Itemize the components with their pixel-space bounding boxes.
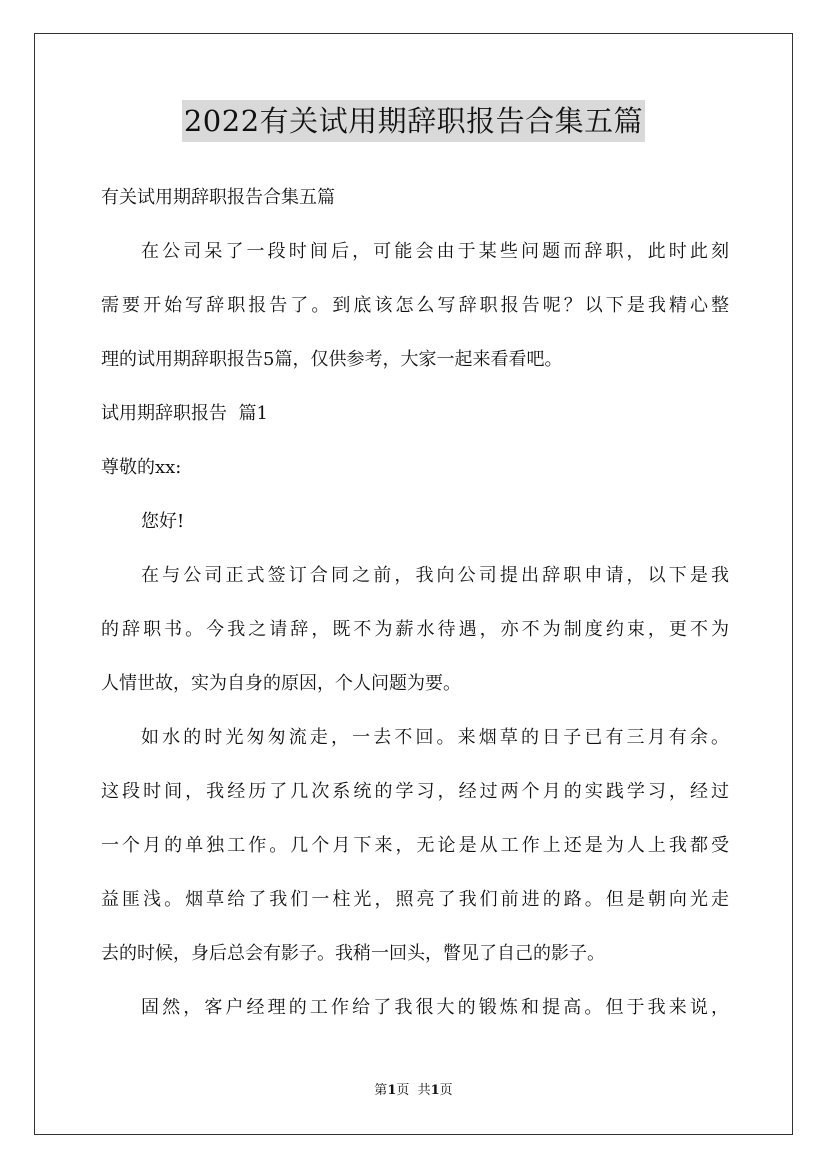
paragraph-line: 如水的时光匆匆流走，一去不回。来烟草的日子已有三月有余。: [141, 727, 729, 748]
paragraph-line: 需要开始写辞职报告了。到底该怎么写辞职报告呢？以下是我精心整: [101, 295, 729, 316]
page-footer: [0, 1081, 827, 1101]
paragraph-line: 理的试用期辞职报告5篇，仅供参考，大家一起来看看吧。: [101, 349, 563, 370]
subtitle-line: 有关试用期辞职报告合集五篇: [101, 187, 335, 208]
salutation-line: 尊敬的xx:: [101, 457, 182, 478]
document-body: [101, 171, 729, 1035]
paragraph-line: 的辞职书。今我之请辞，既不为薪水待遇，亦不为制度约束，更不为: [101, 619, 729, 640]
footer-mid: 页 共: [396, 1083, 431, 1098]
paragraph-line: 一个月的单独工作。几个月下来，无论是从工作上还是为人上我都受: [101, 835, 729, 856]
paragraph-line: 在与公司正式签订合同之前，我向公司提出辞职申请，以下是我: [141, 565, 729, 586]
paragraph-line: 去的时候，身后总会有影子。我稍一回头，瞥见了自己的影子。: [101, 943, 605, 964]
title-container: [0, 100, 827, 142]
paragraph-line: 这段时间，我经历了几次系统的学习，经过两个月的实践学习，经过: [101, 781, 729, 802]
footer-prefix: 第: [374, 1083, 388, 1098]
paragraph-line: 益匪浅。烟草给了我们一柱光，照亮了我们前进的路。但是朝向光走: [101, 889, 729, 910]
paragraph-line: 人情世故，实为自身的原因，个人问题为要。: [101, 673, 461, 694]
document-title: 2022有关试用期辞职报告合集五篇: [182, 100, 645, 142]
footer-total-pages: 1: [430, 1083, 440, 1098]
paragraph-line: 固然，客户经理的工作给了我很大的锻炼和提高。但于我来说，: [141, 997, 729, 1018]
section-heading: 试用期辞职报告 篇1: [101, 403, 268, 424]
footer-current-page: 1: [387, 1083, 397, 1098]
footer-suffix: 页: [439, 1083, 453, 1098]
paragraph-line: 在公司呆了一段时间后，可能会由于某些问题而辞职，此时此刻: [141, 241, 729, 262]
greeting-line: 您好!: [141, 511, 185, 532]
